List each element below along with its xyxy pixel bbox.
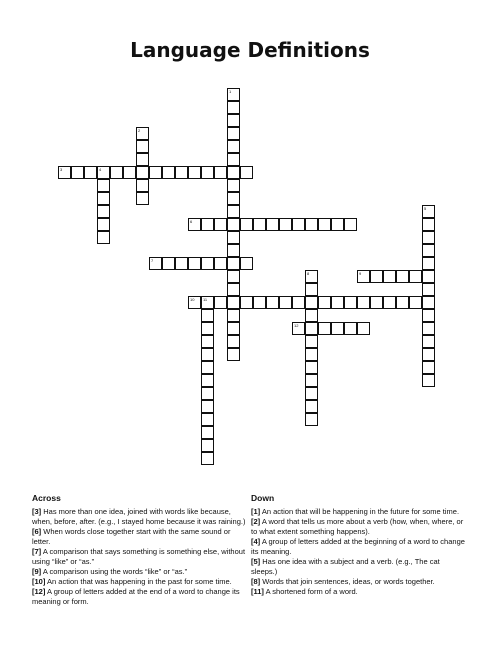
crossword-cell[interactable]: [175, 166, 188, 179]
crossword-cell[interactable]: [201, 257, 214, 270]
crossword-cell[interactable]: [318, 218, 331, 231]
crossword-cell[interactable]: [266, 296, 279, 309]
crossword-cell[interactable]: [409, 296, 422, 309]
cell-number: 2: [138, 128, 141, 133]
crossword-cell[interactable]: [227, 283, 240, 296]
crossword-cell[interactable]: [136, 127, 149, 140]
crossword-cell[interactable]: [227, 335, 240, 348]
crossword-cell[interactable]: [162, 166, 175, 179]
crossword-cell[interactable]: [357, 270, 370, 283]
crossword-cell[interactable]: [422, 244, 435, 257]
crossword-cell[interactable]: [240, 257, 253, 270]
crossword-cell[interactable]: [305, 348, 318, 361]
crossword-cell[interactable]: [201, 413, 214, 426]
crossword-cell[interactable]: [201, 361, 214, 374]
crossword-cell[interactable]: [305, 400, 318, 413]
crossword-cell[interactable]: [97, 166, 110, 179]
crossword-cell[interactable]: [383, 270, 396, 283]
crossword-cell[interactable]: [214, 257, 227, 270]
clue-number: [12]: [32, 587, 46, 596]
crossword-cell[interactable]: [227, 270, 240, 283]
cell-number: 10: [190, 297, 195, 302]
across-heading: Across: [32, 493, 61, 503]
crossword-cell[interactable]: [305, 270, 318, 283]
crossword-cell[interactable]: [188, 296, 201, 309]
crossword-cell[interactable]: [227, 322, 240, 335]
clue-number: [4]: [251, 537, 261, 546]
crossword-cell[interactable]: [409, 270, 422, 283]
cell-number: 3: [60, 167, 63, 172]
crossword-cell[interactable]: [396, 296, 409, 309]
crossword-cell[interactable]: [253, 218, 266, 231]
crossword-cell[interactable]: [227, 166, 240, 179]
crossword-cell[interactable]: [422, 361, 435, 374]
crossword-cell[interactable]: [201, 309, 214, 322]
down-clue: [251, 507, 466, 517]
crossword-cell[interactable]: [227, 296, 240, 309]
cell-number: 6: [190, 219, 193, 224]
crossword-cell[interactable]: [305, 335, 318, 348]
crossword-cell[interactable]: [201, 452, 214, 465]
crossword-cell[interactable]: [201, 400, 214, 413]
crossword-cell[interactable]: [188, 257, 201, 270]
crossword-cell[interactable]: [305, 283, 318, 296]
crossword-cell[interactable]: [305, 387, 318, 400]
across-clue: [32, 577, 247, 587]
down-clue: [251, 517, 466, 537]
crossword-cell[interactable]: [331, 322, 344, 335]
crossword-cell[interactable]: [279, 296, 292, 309]
crossword-cell[interactable]: [149, 166, 162, 179]
crossword-cell[interactable]: [422, 283, 435, 296]
clue-text: An action that was happening in the past for some time.: [47, 577, 232, 586]
clue-number: [11]: [251, 587, 264, 596]
crossword-cell[interactable]: [227, 309, 240, 322]
clue-number: [6]: [32, 527, 42, 536]
crossword-cell[interactable]: [201, 322, 214, 335]
crossword-cell[interactable]: [240, 166, 253, 179]
crossword-cell[interactable]: [305, 309, 318, 322]
crossword-cell[interactable]: [422, 296, 435, 309]
crossword-cell[interactable]: [227, 348, 240, 361]
crossword-cell[interactable]: [227, 88, 240, 101]
crossword-cell[interactable]: [214, 296, 227, 309]
cell-number: 9: [359, 271, 362, 276]
crossword-cell[interactable]: [227, 127, 240, 140]
crossword-cell[interactable]: [123, 166, 136, 179]
crossword-cell[interactable]: [266, 218, 279, 231]
crossword-cell[interactable]: [240, 218, 253, 231]
clue-number: [8]: [251, 577, 261, 586]
across-clues: [32, 493, 247, 607]
clue-number: [9]: [32, 567, 42, 576]
crossword-cell[interactable]: [227, 192, 240, 205]
crossword-cell[interactable]: [227, 153, 240, 166]
across-clue: [32, 547, 247, 567]
crossword-cell[interactable]: [84, 166, 97, 179]
crossword-cell[interactable]: [305, 413, 318, 426]
across-clue: [32, 507, 247, 527]
down-clue: [251, 537, 466, 557]
crossword-cell[interactable]: [227, 114, 240, 127]
crossword-cell[interactable]: [240, 296, 253, 309]
crossword-cell[interactable]: [422, 270, 435, 283]
crossword-cell[interactable]: [201, 387, 214, 400]
crossword-cell[interactable]: [136, 166, 149, 179]
down-clues: [251, 493, 466, 597]
crossword-cell[interactable]: [71, 166, 84, 179]
crossword-cell[interactable]: [305, 218, 318, 231]
clue-number: [3]: [32, 507, 42, 516]
crossword-cell[interactable]: [422, 218, 435, 231]
crossword-cell[interactable]: [136, 153, 149, 166]
clue-text: A group of letters added at the beginning of a word to change its meaning.: [251, 537, 465, 556]
crossword-cell[interactable]: [201, 426, 214, 439]
crossword-cell[interactable]: [318, 296, 331, 309]
crossword-cell[interactable]: [188, 166, 201, 179]
crossword-cell[interactable]: [370, 270, 383, 283]
crossword-cell[interactable]: [344, 296, 357, 309]
crossword-cell[interactable]: [136, 140, 149, 153]
clue-text: When words close together start with the same sound or letter.: [32, 527, 231, 546]
crossword-cell[interactable]: [357, 296, 370, 309]
crossword-cell[interactable]: [357, 322, 370, 335]
crossword-cell[interactable]: [292, 322, 305, 335]
crossword-cell[interactable]: [396, 270, 409, 283]
across-clue: [32, 567, 247, 577]
crossword-cell[interactable]: [344, 322, 357, 335]
crossword-cell[interactable]: [227, 231, 240, 244]
crossword-cell[interactable]: [136, 192, 149, 205]
crossword-cell[interactable]: [422, 374, 435, 387]
cell-number: 1: [229, 89, 232, 94]
crossword-cell[interactable]: [422, 309, 435, 322]
crossword-cell[interactable]: [318, 322, 331, 335]
crossword-cell[interactable]: [227, 244, 240, 257]
crossword-cell[interactable]: [136, 179, 149, 192]
crossword-cell[interactable]: [214, 166, 227, 179]
crossword-cell[interactable]: [383, 296, 396, 309]
crossword-cell[interactable]: [201, 348, 214, 361]
clue-text: A comparison using the words “like” or “as.”: [42, 567, 188, 576]
crossword-cell[interactable]: [305, 361, 318, 374]
crossword-cell[interactable]: [292, 218, 305, 231]
crossword-cell[interactable]: [227, 205, 240, 218]
crossword-cell[interactable]: [97, 179, 110, 192]
clue-number: [7]: [32, 547, 42, 556]
crossword-cell[interactable]: [201, 439, 214, 452]
clue-text: A word that tells us more about a verb (how, when, where, or to what extent something happens).: [251, 517, 464, 536]
crossword-cell[interactable]: [175, 257, 188, 270]
down-heading: Down: [251, 493, 275, 503]
crossword-cell[interactable]: [149, 257, 162, 270]
cell-number: 7: [151, 258, 154, 263]
cell-number: 11: [203, 297, 208, 302]
crossword-cell[interactable]: [370, 296, 383, 309]
clue-text: Has one idea with a subject and a verb. (e.g., The cat sleeps.): [251, 557, 440, 576]
across-clue: [32, 587, 247, 607]
clue-text: An action that will be happening in the future for some time.: [261, 507, 460, 516]
clue-number: [2]: [251, 517, 261, 526]
crossword-cell[interactable]: [58, 166, 71, 179]
clue-text: A shortened form of a word.: [265, 587, 358, 596]
crossword-cell[interactable]: [110, 166, 123, 179]
cell-number: 8: [307, 271, 310, 276]
crossword-cell[interactable]: [331, 296, 344, 309]
crossword-cell[interactable]: [422, 231, 435, 244]
cell-number: 5: [424, 206, 427, 211]
crossword-cell[interactable]: [331, 218, 344, 231]
down-clue: [251, 557, 466, 577]
down-clue: [251, 577, 466, 587]
crossword-cell[interactable]: [227, 179, 240, 192]
across-clue: [32, 527, 247, 547]
crossword-cell[interactable]: [97, 192, 110, 205]
crossword-cell[interactable]: [422, 257, 435, 270]
crossword-cell[interactable]: [305, 296, 318, 309]
crossword-cell[interactable]: [253, 296, 266, 309]
crossword-cell[interactable]: [97, 218, 110, 231]
crossword-cell[interactable]: [422, 322, 435, 335]
crossword-cell[interactable]: [214, 218, 227, 231]
crossword-cell[interactable]: [227, 257, 240, 270]
cell-number: 12: [294, 323, 299, 328]
crossword-cell[interactable]: [305, 374, 318, 387]
crossword-cell[interactable]: [188, 218, 201, 231]
crossword-cell[interactable]: [422, 335, 435, 348]
clue-number: [5]: [251, 557, 261, 566]
crossword-cell[interactable]: [201, 218, 214, 231]
crossword-cell[interactable]: [422, 348, 435, 361]
clue-text: Words that join sentences, ideas, or words together.: [262, 577, 435, 586]
crossword-cell[interactable]: [201, 296, 214, 309]
crossword-cell[interactable]: [227, 101, 240, 114]
crossword-cell[interactable]: [201, 374, 214, 387]
crossword-cell[interactable]: [292, 296, 305, 309]
crossword-cell[interactable]: [97, 231, 110, 244]
puzzle-title: Language Definitions: [130, 38, 370, 62]
crossword-cell[interactable]: [227, 218, 240, 231]
cell-number: 4: [99, 167, 102, 172]
clue-text: A comparison that says something is something else, without using “like” or “as.”: [32, 547, 246, 566]
clue-text: Has more than one idea, joined with words like because, when, before, after. (e.g., I stayed home because it was raining.): [32, 507, 246, 526]
crossword-cell[interactable]: [279, 218, 292, 231]
clue-text: A group of letters added at the end of a word to change its meaning or form.: [32, 587, 240, 606]
crossword-cell[interactable]: [201, 166, 214, 179]
crossword-cell[interactable]: [305, 322, 318, 335]
crossword-cell[interactable]: [227, 140, 240, 153]
down-clue: [251, 587, 466, 597]
crossword-cell[interactable]: [97, 205, 110, 218]
crossword-cell[interactable]: [201, 335, 214, 348]
clue-number: [10]: [32, 577, 46, 586]
crossword-cell[interactable]: [162, 257, 175, 270]
crossword-cell[interactable]: [422, 205, 435, 218]
clue-number: [1]: [251, 507, 261, 516]
crossword-cell[interactable]: [344, 218, 357, 231]
